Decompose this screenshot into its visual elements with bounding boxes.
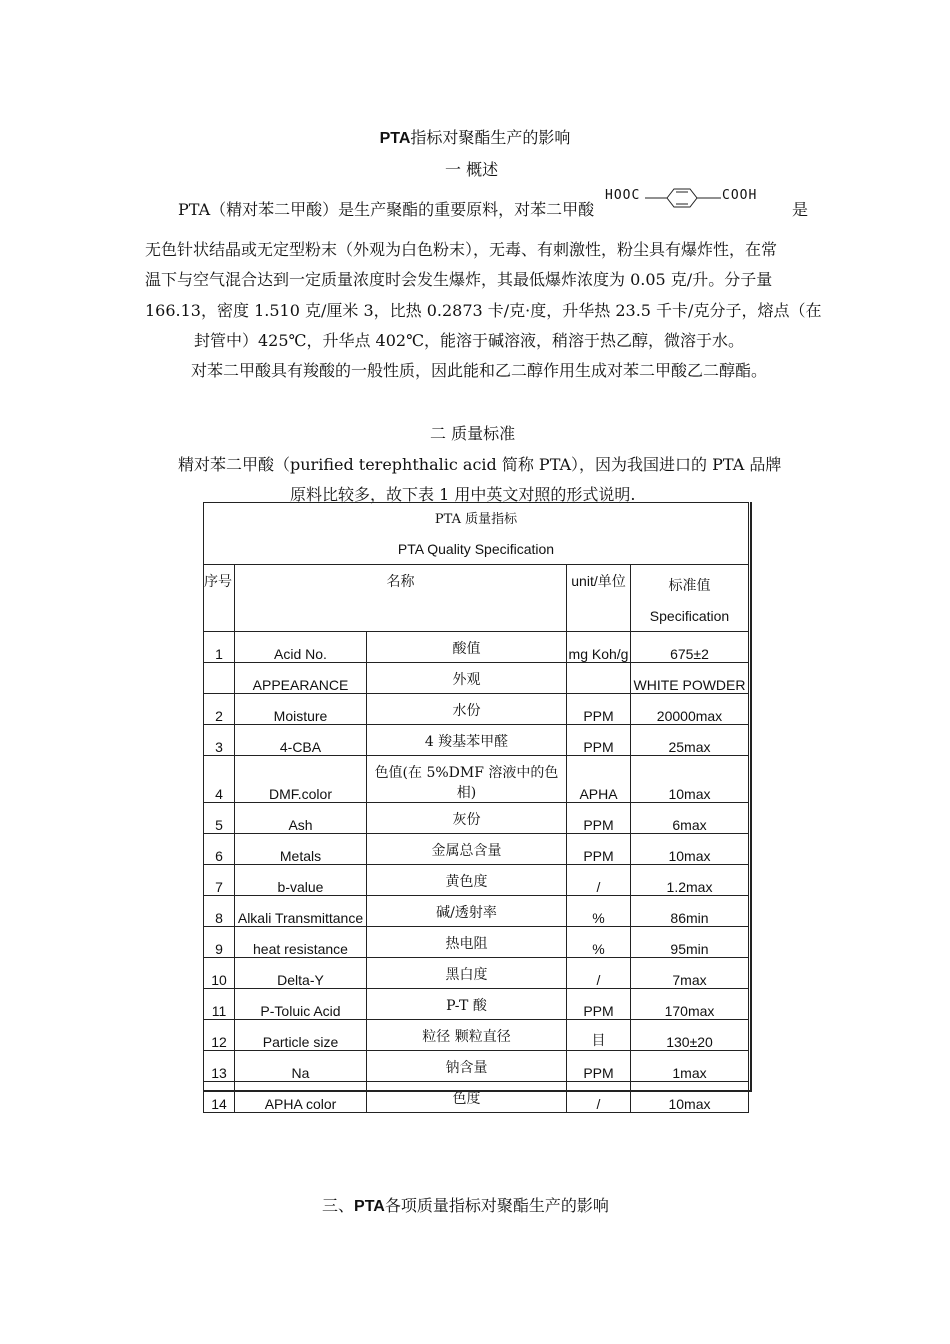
table-row bbox=[204, 694, 749, 725]
cell-spec: 1.2max bbox=[631, 865, 749, 896]
cell-no: 1 bbox=[204, 632, 235, 663]
cell-cn: 钠含量 bbox=[367, 1051, 567, 1082]
header-spec-en: Specification bbox=[649, 608, 730, 624]
header-unit: unit/单位 bbox=[567, 565, 631, 632]
title-bold: PTA bbox=[379, 130, 411, 147]
cell-en: APPEARANCE bbox=[235, 663, 367, 694]
cell-unit: / bbox=[567, 865, 631, 896]
cell-unit: PPM bbox=[567, 694, 631, 725]
cell-en: DMF.color bbox=[235, 756, 367, 803]
cell-cn: 黄色度 bbox=[367, 865, 567, 896]
cell-unit: % bbox=[567, 927, 631, 958]
table-row bbox=[204, 1020, 749, 1051]
cell-en: Ash bbox=[235, 803, 367, 834]
table-row bbox=[204, 989, 749, 1020]
cell-cn: 色值(在 5%DMF 溶液中的色相) bbox=[367, 756, 567, 803]
cell-spec: 6max bbox=[631, 803, 749, 834]
cell-cn: 4 羧基苯甲醛 bbox=[367, 725, 567, 756]
cell-unit: APHA bbox=[567, 756, 631, 803]
table-row bbox=[204, 632, 749, 663]
section3-prefix: 三、 bbox=[322, 1196, 355, 1215]
cell-no: 13 bbox=[204, 1051, 235, 1082]
cell-spec: 86min bbox=[631, 896, 749, 927]
cell-en: APHA color bbox=[235, 1082, 367, 1113]
header-spec bbox=[631, 565, 749, 632]
table-row bbox=[204, 958, 749, 989]
pta-spec-table bbox=[203, 502, 749, 1113]
cell-no: 7 bbox=[204, 865, 235, 896]
cell-spec: 7max bbox=[631, 958, 749, 989]
table-row bbox=[204, 834, 749, 865]
cell-cn: 外观 bbox=[367, 663, 567, 694]
paragraph-3-line-2: 原料比较多，故下表 1 用中英文对照的形式说明. bbox=[290, 485, 636, 504]
header-spec-cn: 标准值 bbox=[668, 578, 711, 594]
cell-no: 10 bbox=[204, 958, 235, 989]
cell-en: Alkali Transmittance bbox=[235, 896, 367, 927]
cell-no: 3 bbox=[204, 725, 235, 756]
section3-rest: 各项质量指标对聚酯生产的影响 bbox=[384, 1196, 609, 1215]
cell-cn: P-T 酸 bbox=[367, 989, 567, 1020]
paragraph-1-text-a: PTA（精对苯二甲酸）是生产聚酯的重要原料，对苯二甲酸 bbox=[178, 200, 595, 219]
cell-no: 2 bbox=[204, 694, 235, 725]
cell-unit: PPM bbox=[567, 803, 631, 834]
cell-no: 11 bbox=[204, 989, 235, 1020]
cell-en: Metals bbox=[235, 834, 367, 865]
table-caption bbox=[204, 503, 749, 565]
header-no: 序号 bbox=[204, 565, 235, 632]
benzene-ring-icon bbox=[645, 186, 721, 212]
cell-spec: 95min bbox=[631, 927, 749, 958]
cell-en: Acid No. bbox=[235, 632, 367, 663]
table-row bbox=[204, 663, 749, 694]
table-row bbox=[204, 865, 749, 896]
paragraph-3-line-1: 精对苯二甲酸（purified terephthalic acid 简称 PTA），因为我国进口的 PTA 品牌 bbox=[178, 455, 782, 474]
cell-no: 6 bbox=[204, 834, 235, 865]
cell-no: 12 bbox=[204, 1020, 235, 1051]
terephthalic-acid-formula bbox=[605, 186, 775, 212]
cell-cn: 碱/透射率 bbox=[367, 896, 567, 927]
cell-unit: / bbox=[567, 1082, 631, 1113]
cell-en: Delta-Y bbox=[235, 958, 367, 989]
cell-no: 5 bbox=[204, 803, 235, 834]
paragraph-1-line-4: 166.13，密度 1.510 克/厘米 3，比热 0.2873 卡/克·度，升华热 23.5 千卡/克分子，熔点（在 bbox=[145, 301, 822, 320]
cell-unit: % bbox=[567, 896, 631, 927]
cell-no: 8 bbox=[204, 896, 235, 927]
cell-spec: 10max bbox=[631, 1082, 749, 1113]
cell-unit: PPM bbox=[567, 989, 631, 1020]
cell-en: b-value bbox=[235, 865, 367, 896]
cell-spec: 20000max bbox=[631, 694, 749, 725]
cell-unit: PPM bbox=[567, 1051, 631, 1082]
header-name: 名称 bbox=[235, 565, 567, 632]
table-header-row bbox=[204, 565, 749, 632]
section-heading-impact bbox=[322, 1193, 609, 1216]
paragraph-1-line-3: 温下与空气混合达到一定质量浓度时会发生爆炸，其最低爆炸浓度为 0.05 克/升。分子量 bbox=[145, 270, 773, 289]
paragraph-1-text-b: 是 bbox=[792, 200, 809, 219]
cell-unit: mg Koh/g bbox=[567, 632, 631, 663]
cell-en: 4-CBA bbox=[235, 725, 367, 756]
cell-en: Moisture bbox=[235, 694, 367, 725]
table-row bbox=[204, 896, 749, 927]
cell-cn: 黑白度 bbox=[367, 958, 567, 989]
cell-cn: 色度 bbox=[367, 1082, 567, 1113]
formula-right-group: COOH bbox=[722, 188, 758, 203]
paragraph-1-line-2: 无色针状结晶或无定型粉末（外观为白色粉末），无毒、有刺激性，粉尘具有爆炸性，在常 bbox=[145, 240, 778, 259]
cell-en: Particle size bbox=[235, 1020, 367, 1051]
cell-spec: 10max bbox=[631, 756, 749, 803]
cell-spec: 25max bbox=[631, 725, 749, 756]
document-title bbox=[0, 125, 950, 148]
cell-no bbox=[204, 663, 235, 694]
cell-unit: PPM bbox=[567, 725, 631, 756]
cell-en: Na bbox=[235, 1051, 367, 1082]
cell-no: 9 bbox=[204, 927, 235, 958]
cell-cn: 酸值 bbox=[367, 632, 567, 663]
section3-bold: PTA bbox=[354, 1198, 385, 1215]
cell-unit: 目 bbox=[567, 1020, 631, 1051]
table-caption-en: PTA Quality Specification bbox=[397, 540, 555, 557]
cell-spec: WHITE POWDER bbox=[631, 663, 749, 694]
cell-unit: PPM bbox=[567, 834, 631, 865]
cell-cn: 热电阻 bbox=[367, 927, 567, 958]
title-rest: 指标对聚酯生产的影响 bbox=[410, 128, 571, 147]
section-heading-overview: 一 概述 bbox=[445, 160, 499, 179]
formula-left-group: HOOC bbox=[605, 188, 641, 203]
paragraph-1-line-1 bbox=[178, 197, 594, 220]
table-caption-row bbox=[204, 503, 749, 565]
paragraph-1-line-5: 封管中）425℃，升华点 402℃，能溶于碱溶液，稍溶于热乙醇，微溶于水。 bbox=[194, 331, 744, 350]
cell-en: P-Toluic Acid bbox=[235, 989, 367, 1020]
table-row bbox=[204, 725, 749, 756]
cell-spec: 130±20 bbox=[631, 1020, 749, 1051]
cell-cn: 金属总含量 bbox=[367, 834, 567, 865]
cell-unit bbox=[567, 663, 631, 694]
table-row bbox=[204, 1051, 749, 1082]
cell-spec: 170max bbox=[631, 989, 749, 1020]
table-row bbox=[204, 927, 749, 958]
paragraph-2: 对苯二甲酸具有羧酸的一般性质，因此能和乙二醇作用生成对苯二甲酸乙二醇酯。 bbox=[191, 361, 768, 380]
table-row bbox=[204, 756, 749, 803]
cell-no: 14 bbox=[204, 1082, 235, 1113]
cell-en: heat resistance bbox=[235, 927, 367, 958]
table-body bbox=[204, 632, 749, 1113]
cell-cn: 灰份 bbox=[367, 803, 567, 834]
cell-spec: 675±2 bbox=[631, 632, 749, 663]
cell-unit: / bbox=[567, 958, 631, 989]
table-caption-cn: PTA 质量指标 bbox=[434, 511, 518, 527]
cell-spec: 1max bbox=[631, 1051, 749, 1082]
table-row bbox=[204, 803, 749, 834]
cell-no: 4 bbox=[204, 756, 235, 803]
cell-spec: 10max bbox=[631, 834, 749, 865]
section-heading-quality: 二 质量标准 bbox=[430, 424, 516, 443]
cell-cn: 水份 bbox=[367, 694, 567, 725]
cell-cn: 粒径 颗粒直径 bbox=[367, 1020, 567, 1051]
table-row bbox=[204, 1082, 749, 1113]
